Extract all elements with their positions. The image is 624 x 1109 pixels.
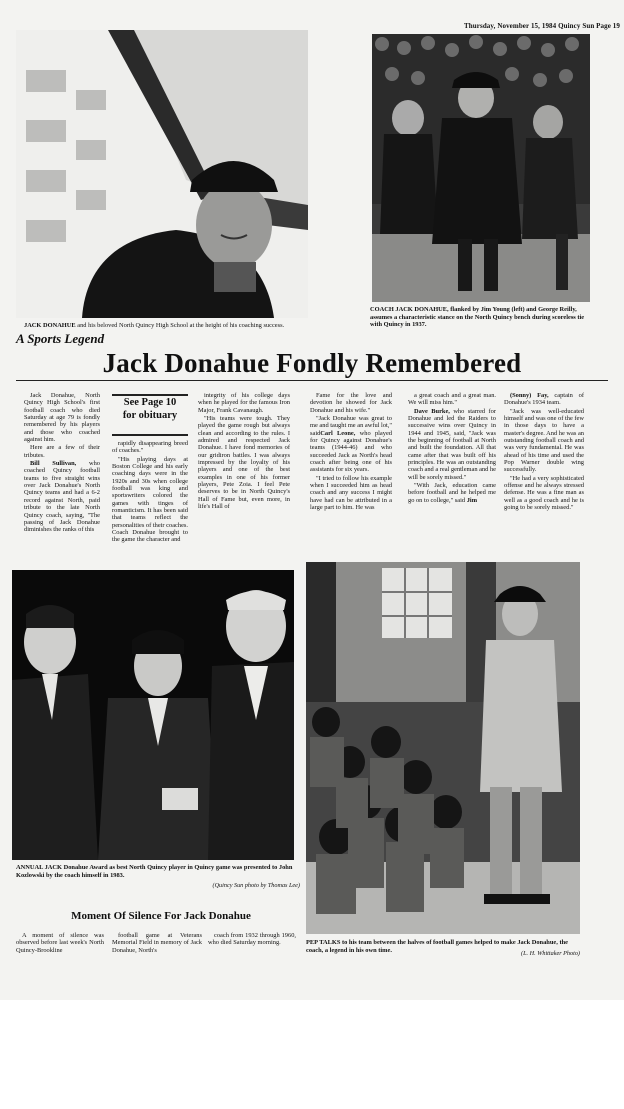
photo-coach-portrait: [16, 30, 308, 318]
photo-coach-bench: [372, 34, 590, 302]
photo-award-presentation: [12, 570, 294, 860]
credit-pep-talk: (L. H. Whittaker Photo): [521, 950, 580, 957]
moment-column-1: A moment of silence was observed before last week's North Quincy-Brookline: [16, 932, 104, 954]
credit-award: (Quincy Sun photo by Thomas Lee): [212, 882, 300, 889]
caption-award: ANNUAL JACK Donahue Award as best North Quincy player in Quincy game was presented to John Kozlowski by the coach himself in 1983.: [16, 864, 293, 879]
headline: Jack Donahue Fondly Remembered: [102, 348, 522, 378]
headline-rule: [16, 380, 608, 381]
moment-column-2: football game at Veterans Memorial Field in memory of Jack Donahue, North's: [112, 932, 202, 954]
caption-pep-talk: PEP TALKS to his team between the halves of football games helped to make Jack Donahue, the coach, a legend in his own time.: [306, 939, 568, 954]
page-header: Thursday, November 15, 1984 Quincy Sun Page 19: [464, 22, 620, 30]
caption-coach-portrait: JACK DONAHUE and his beloved North Quincy High School at the height of his coaching success.: [24, 322, 285, 329]
article-column-5: a great coach and a great man. We will miss him." Dave Burke, who starred for Donahue and led the Raiders to successive wins over Quincy in 1944 and 1945, said, "Jack was the beginning of football at North and built the foundation. All that came after that was built off his principles. He was an outstanding coach and a real gentleman and he will be sorely missed." "With Jack, education came before football and he helped me go on to college," said Jim: [408, 392, 497, 504]
article-column-1: Jack Donahue, North Quincy High School's first football coach who died Saturday at age 79 is fondly remembered by his players and those who coached against him. Here are a few of their tributes. Bill Sullivan, who coached Quincy football teams to five straight wins over Jack Donahue's North Quincy teams and had a 6-2 record against North, paid tribute to the late North Quincy coach, saying, "The passing of Jack Donahue diminishes the ranks of this: [24, 392, 100, 534]
kicker: A Sports Legend: [16, 331, 105, 346]
caption-coach-bench: COACH JACK DONAHUE, flanked by Jim Young (left) and George Reilly, assumes a characteristic stance on the North Quincy bench during scoreless tie with Quincy in 1937.: [370, 306, 585, 329]
article-column-4: Fame for the love and devotion he showed for Jack Donahue and his wife." "Jack Donahue was great to me and taught me an awful lot," saidCarl Leone, who played for Quincy against Donahue's teams (1944-46) and who succeeded Jack as North's head coach after being one of his assistants for six years. "I tried to follow his example when I succeeded him as head coach and any success I might have had can be attributed in a large part to him. He was: [310, 392, 392, 512]
article-column-6: (Sonny) Fay, captain of Donahue's 1934 team. "Jack was well-educated himself and was one of the few in those days to have a master's degree. And he was an outstanding football coach and was very fundamental. He was ahead of his time and used the Pop Warner double wing successfully. "He had a very sophisticated offense and he always stressed defense. He was a fine man as well as a good coach and he is going to be sorely missed.": [504, 392, 584, 512]
obituary-box: See Page 10 for obituary: [112, 394, 188, 436]
moment-column-3: coach from 1932 through 1960, who died Saturday morning.: [208, 932, 296, 947]
article-column-3: integrity of his college days when he played for the famous Iron Major, Frank Cavanaugh. "His teams were tough. They played the game rough but always clean and according to the rules. I admired and respected Jack Donahue. I have fond memories of our gridiron battles. I was always impressed by the loyalty of his players and one of the best examples in one of his former players, Pete Zoia. I feel Pete deserves to be in North Quincy's Hall of Fame but, even more, in life's Hall of: [198, 392, 290, 511]
moment-subheadline: Moment Of Silence For Jack Donahue: [71, 910, 251, 922]
photo-pep-talk: [306, 562, 580, 934]
article-column-2: rapidly disappearing breed of coaches." "His playing days at Boston College and his early coaching days were in the 1920s and 30s when college football was king and sportswriters colored the games with tinges of romanticism. It has been said that teams reflect the personalities of their coaches. Coach Donahue brought to the game the character and: [112, 440, 188, 544]
